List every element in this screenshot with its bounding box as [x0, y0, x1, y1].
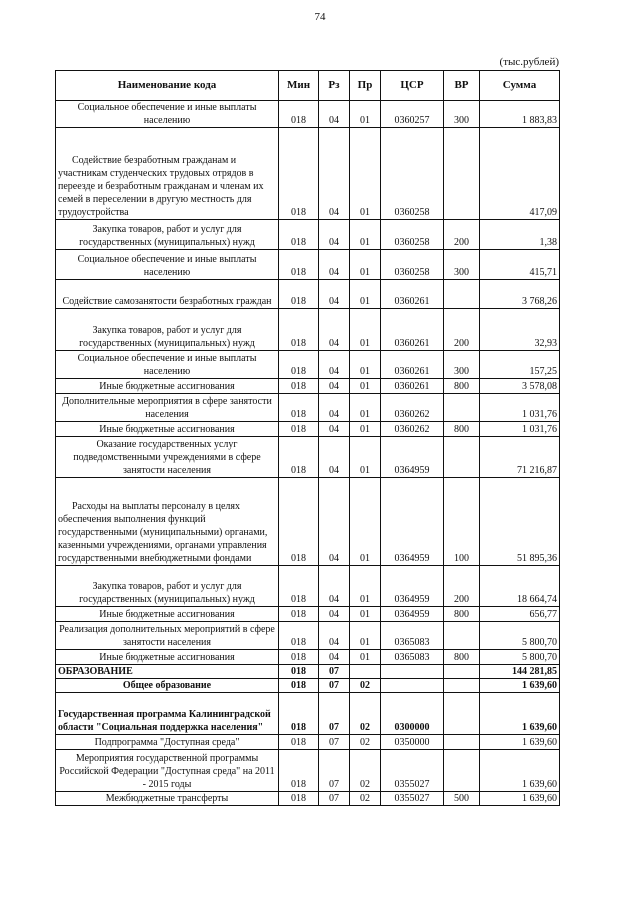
cell-pr: 01 — [350, 220, 381, 250]
cell-name: Социальное обеспечение и иные выплаты населению — [56, 101, 279, 128]
cell-min: 018 — [279, 693, 319, 735]
cell-csr: 0300000 — [381, 693, 444, 735]
cell-rz: 04 — [319, 128, 350, 220]
cell-name: Оказание государственных услуг подведомственными учреждениями в сфере занятости населения — [56, 437, 279, 478]
header-sum: Сумма — [480, 71, 560, 101]
cell-sum: 1 639,60 — [480, 693, 560, 735]
cell-sum: 1 031,76 — [480, 394, 560, 422]
cell-sum: 1 639,60 — [480, 750, 560, 792]
cell-csr: 0355027 — [381, 792, 444, 806]
cell-csr: 0360261 — [381, 379, 444, 394]
cell-rz: 04 — [319, 650, 350, 665]
table-row — [56, 622, 560, 650]
cell-sum: 1,38 — [480, 220, 560, 250]
cell-pr: 02 — [350, 792, 381, 806]
cell-csr: 0364959 — [381, 437, 444, 478]
table-row — [56, 250, 560, 280]
cell-vr: 300 — [444, 351, 480, 379]
cell-csr: 0360261 — [381, 309, 444, 351]
cell-sum: 1 639,60 — [480, 792, 560, 806]
header-pr: Пр — [350, 71, 381, 101]
cell-vr — [444, 128, 480, 220]
cell-csr — [381, 665, 444, 679]
cell-name: Межбюджетные трансферты — [56, 792, 279, 806]
cell-rz: 04 — [319, 478, 350, 566]
cell-csr: 0360262 — [381, 394, 444, 422]
cell-pr: 01 — [350, 478, 381, 566]
table-row — [56, 101, 560, 128]
cell-pr: 01 — [350, 128, 381, 220]
cell-rz: 04 — [319, 101, 350, 128]
cell-csr: 0360258 — [381, 220, 444, 250]
cell-sum: 157,25 — [480, 351, 560, 379]
cell-min: 018 — [279, 220, 319, 250]
cell-pr: 01 — [350, 607, 381, 622]
cell-name: Иные бюджетные ассигнования — [56, 422, 279, 437]
cell-sum: 3 578,08 — [480, 379, 560, 394]
cell-rz: 04 — [319, 422, 350, 437]
cell-name: Мероприятия государственной программы Российской Федерации "Доступная среда" на 2011 - 2015 годы — [56, 750, 279, 792]
cell-csr: 0360257 — [381, 101, 444, 128]
cell-min: 018 — [279, 250, 319, 280]
cell-min: 018 — [279, 128, 319, 220]
cell-name: Закупка товаров, работ и услуг для государственных (муниципальных) нужд — [56, 566, 279, 607]
cell-pr: 01 — [350, 101, 381, 128]
table-row — [56, 128, 560, 220]
cell-csr: 0364959 — [381, 478, 444, 566]
cell-vr: 200 — [444, 220, 480, 250]
cell-sum: 3 768,26 — [480, 280, 560, 309]
cell-rz: 04 — [319, 351, 350, 379]
table-row — [56, 394, 560, 422]
cell-vr — [444, 735, 480, 750]
table-row — [56, 379, 560, 394]
cell-min: 018 — [279, 309, 319, 351]
cell-vr: 800 — [444, 422, 480, 437]
cell-vr — [444, 679, 480, 693]
cell-min: 018 — [279, 735, 319, 750]
cell-rz: 04 — [319, 250, 350, 280]
cell-vr — [444, 750, 480, 792]
cell-min: 018 — [279, 622, 319, 650]
cell-pr: 02 — [350, 735, 381, 750]
cell-name: Социальное обеспечение и иные выплаты населению — [56, 250, 279, 280]
cell-min: 018 — [279, 101, 319, 128]
cell-pr: 01 — [350, 437, 381, 478]
cell-min: 018 — [279, 478, 319, 566]
cell-pr: 01 — [350, 566, 381, 607]
cell-min: 018 — [279, 792, 319, 806]
cell-name: Иные бюджетные ассигнования — [56, 650, 279, 665]
table-row — [56, 650, 560, 665]
cell-rz: 07 — [319, 693, 350, 735]
table-row — [56, 280, 560, 309]
table-header-row — [56, 71, 560, 101]
cell-name: Закупка товаров, работ и услуг для государственных (муниципальных) нужд — [56, 220, 279, 250]
table-row — [56, 679, 560, 693]
table-row — [56, 607, 560, 622]
cell-pr: 02 — [350, 679, 381, 693]
cell-name: Подпрограмма "Доступная среда" — [56, 735, 279, 750]
cell-csr: 0350000 — [381, 735, 444, 750]
cell-name: Иные бюджетные ассигнования — [56, 379, 279, 394]
table-row — [56, 309, 560, 351]
cell-rz: 07 — [319, 665, 350, 679]
cell-min: 018 — [279, 566, 319, 607]
cell-vr — [444, 665, 480, 679]
unit-label: (тыс.рублей) — [499, 56, 559, 68]
table-row — [56, 792, 560, 806]
cell-name: Иные бюджетные ассигнования — [56, 607, 279, 622]
cell-csr: 0364959 — [381, 566, 444, 607]
cell-pr: 02 — [350, 693, 381, 735]
cell-name: Расходы на выплаты персоналу в целях обеспечения выполнения функций государственными (муниципальными) органами, казенными учреждениями, органами управления государственными внебюджетными фондами — [56, 478, 279, 566]
cell-name: Дополнительные мероприятия в сфере занятости населения — [56, 394, 279, 422]
cell-vr — [444, 622, 480, 650]
cell-name: Государственная программа Калининградской области "Социальная поддержка населения" — [56, 693, 279, 735]
cell-min: 018 — [279, 750, 319, 792]
cell-sum: 1 883,83 — [480, 101, 560, 128]
cell-csr: 0364959 — [381, 607, 444, 622]
cell-vr: 800 — [444, 379, 480, 394]
cell-csr: 0360258 — [381, 250, 444, 280]
cell-sum: 1 639,60 — [480, 735, 560, 750]
cell-sum: 415,71 — [480, 250, 560, 280]
cell-vr — [444, 437, 480, 478]
cell-csr: 0360261 — [381, 280, 444, 309]
cell-sum: 18 664,74 — [480, 566, 560, 607]
header-vr: ВР — [444, 71, 480, 101]
cell-vr: 100 — [444, 478, 480, 566]
cell-vr: 300 — [444, 250, 480, 280]
cell-sum: 5 800,70 — [480, 650, 560, 665]
cell-pr: 02 — [350, 750, 381, 792]
cell-rz: 07 — [319, 679, 350, 693]
cell-sum: 1 031,76 — [480, 422, 560, 437]
cell-pr: 01 — [350, 394, 381, 422]
cell-csr: 0365083 — [381, 622, 444, 650]
cell-sum: 417,09 — [480, 128, 560, 220]
cell-name: Закупка товаров, работ и услуг для государственных (муниципальных) нужд — [56, 309, 279, 351]
cell-rz: 07 — [319, 735, 350, 750]
cell-min: 018 — [279, 665, 319, 679]
cell-min: 018 — [279, 379, 319, 394]
table-row — [56, 693, 560, 735]
cell-vr — [444, 280, 480, 309]
cell-csr: 0360262 — [381, 422, 444, 437]
cell-min: 018 — [279, 679, 319, 693]
cell-pr: 01 — [350, 351, 381, 379]
cell-sum: 51 895,36 — [480, 478, 560, 566]
table-row — [56, 735, 560, 750]
cell-pr: 01 — [350, 280, 381, 309]
cell-rz: 04 — [319, 379, 350, 394]
cell-vr — [444, 394, 480, 422]
cell-min: 018 — [279, 280, 319, 309]
cell-rz: 07 — [319, 750, 350, 792]
cell-min: 018 — [279, 351, 319, 379]
cell-rz: 04 — [319, 280, 350, 309]
cell-csr — [381, 679, 444, 693]
table-row — [56, 478, 560, 566]
cell-min: 018 — [279, 607, 319, 622]
table-row — [56, 566, 560, 607]
cell-rz: 07 — [319, 792, 350, 806]
cell-sum: 144 281,85 — [480, 665, 560, 679]
cell-sum: 5 800,70 — [480, 622, 560, 650]
cell-sum: 656,77 — [480, 607, 560, 622]
cell-sum: 1 639,60 — [480, 679, 560, 693]
cell-pr: 01 — [350, 622, 381, 650]
cell-vr: 300 — [444, 101, 480, 128]
cell-name: Реализация дополнительных мероприятий в сфере занятости населения — [56, 622, 279, 650]
cell-csr: 0365083 — [381, 650, 444, 665]
cell-rz: 04 — [319, 394, 350, 422]
cell-min: 018 — [279, 437, 319, 478]
cell-pr — [350, 665, 381, 679]
cell-rz: 04 — [319, 437, 350, 478]
table-row — [56, 665, 560, 679]
cell-pr: 01 — [350, 422, 381, 437]
header-name: Наименование кода — [56, 71, 279, 101]
cell-vr: 800 — [444, 607, 480, 622]
cell-name: Социальное обеспечение и иные выплаты населению — [56, 351, 279, 379]
header-rz: Рз — [319, 71, 350, 101]
cell-vr: 800 — [444, 650, 480, 665]
cell-pr: 01 — [350, 250, 381, 280]
table-row — [56, 437, 560, 478]
cell-sum: 71 216,87 — [480, 437, 560, 478]
table-row — [56, 351, 560, 379]
cell-name: Содействие самозанятости безработных граждан — [56, 280, 279, 309]
cell-rz: 04 — [319, 607, 350, 622]
cell-name: ОБРАЗОВАНИЕ — [56, 665, 279, 679]
cell-rz: 04 — [319, 622, 350, 650]
cell-min: 018 — [279, 422, 319, 437]
table-row — [56, 220, 560, 250]
cell-min: 018 — [279, 394, 319, 422]
header-csr: ЦСР — [381, 71, 444, 101]
cell-min: 018 — [279, 650, 319, 665]
table-row — [56, 750, 560, 792]
cell-vr: 200 — [444, 566, 480, 607]
cell-pr: 01 — [350, 379, 381, 394]
cell-name: Содействие безработным гражданам и участникам студенческих трудовых отрядов в переезде и безработным гражданам и членам их семей в переселении в другую местность для трудоустройства — [56, 128, 279, 220]
cell-sum: 32,93 — [480, 309, 560, 351]
cell-csr: 0360258 — [381, 128, 444, 220]
cell-rz: 04 — [319, 220, 350, 250]
cell-csr: 0360261 — [381, 351, 444, 379]
cell-vr: 500 — [444, 792, 480, 806]
budget-table — [55, 70, 560, 806]
cell-rz: 04 — [319, 566, 350, 607]
cell-vr — [444, 693, 480, 735]
header-min: Мин — [279, 71, 319, 101]
cell-csr: 0355027 — [381, 750, 444, 792]
cell-pr: 01 — [350, 650, 381, 665]
cell-pr: 01 — [350, 309, 381, 351]
table-row — [56, 422, 560, 437]
page-number: 74 — [314, 11, 326, 23]
cell-vr: 200 — [444, 309, 480, 351]
cell-rz: 04 — [319, 309, 350, 351]
cell-name: Общее образование — [56, 679, 279, 693]
